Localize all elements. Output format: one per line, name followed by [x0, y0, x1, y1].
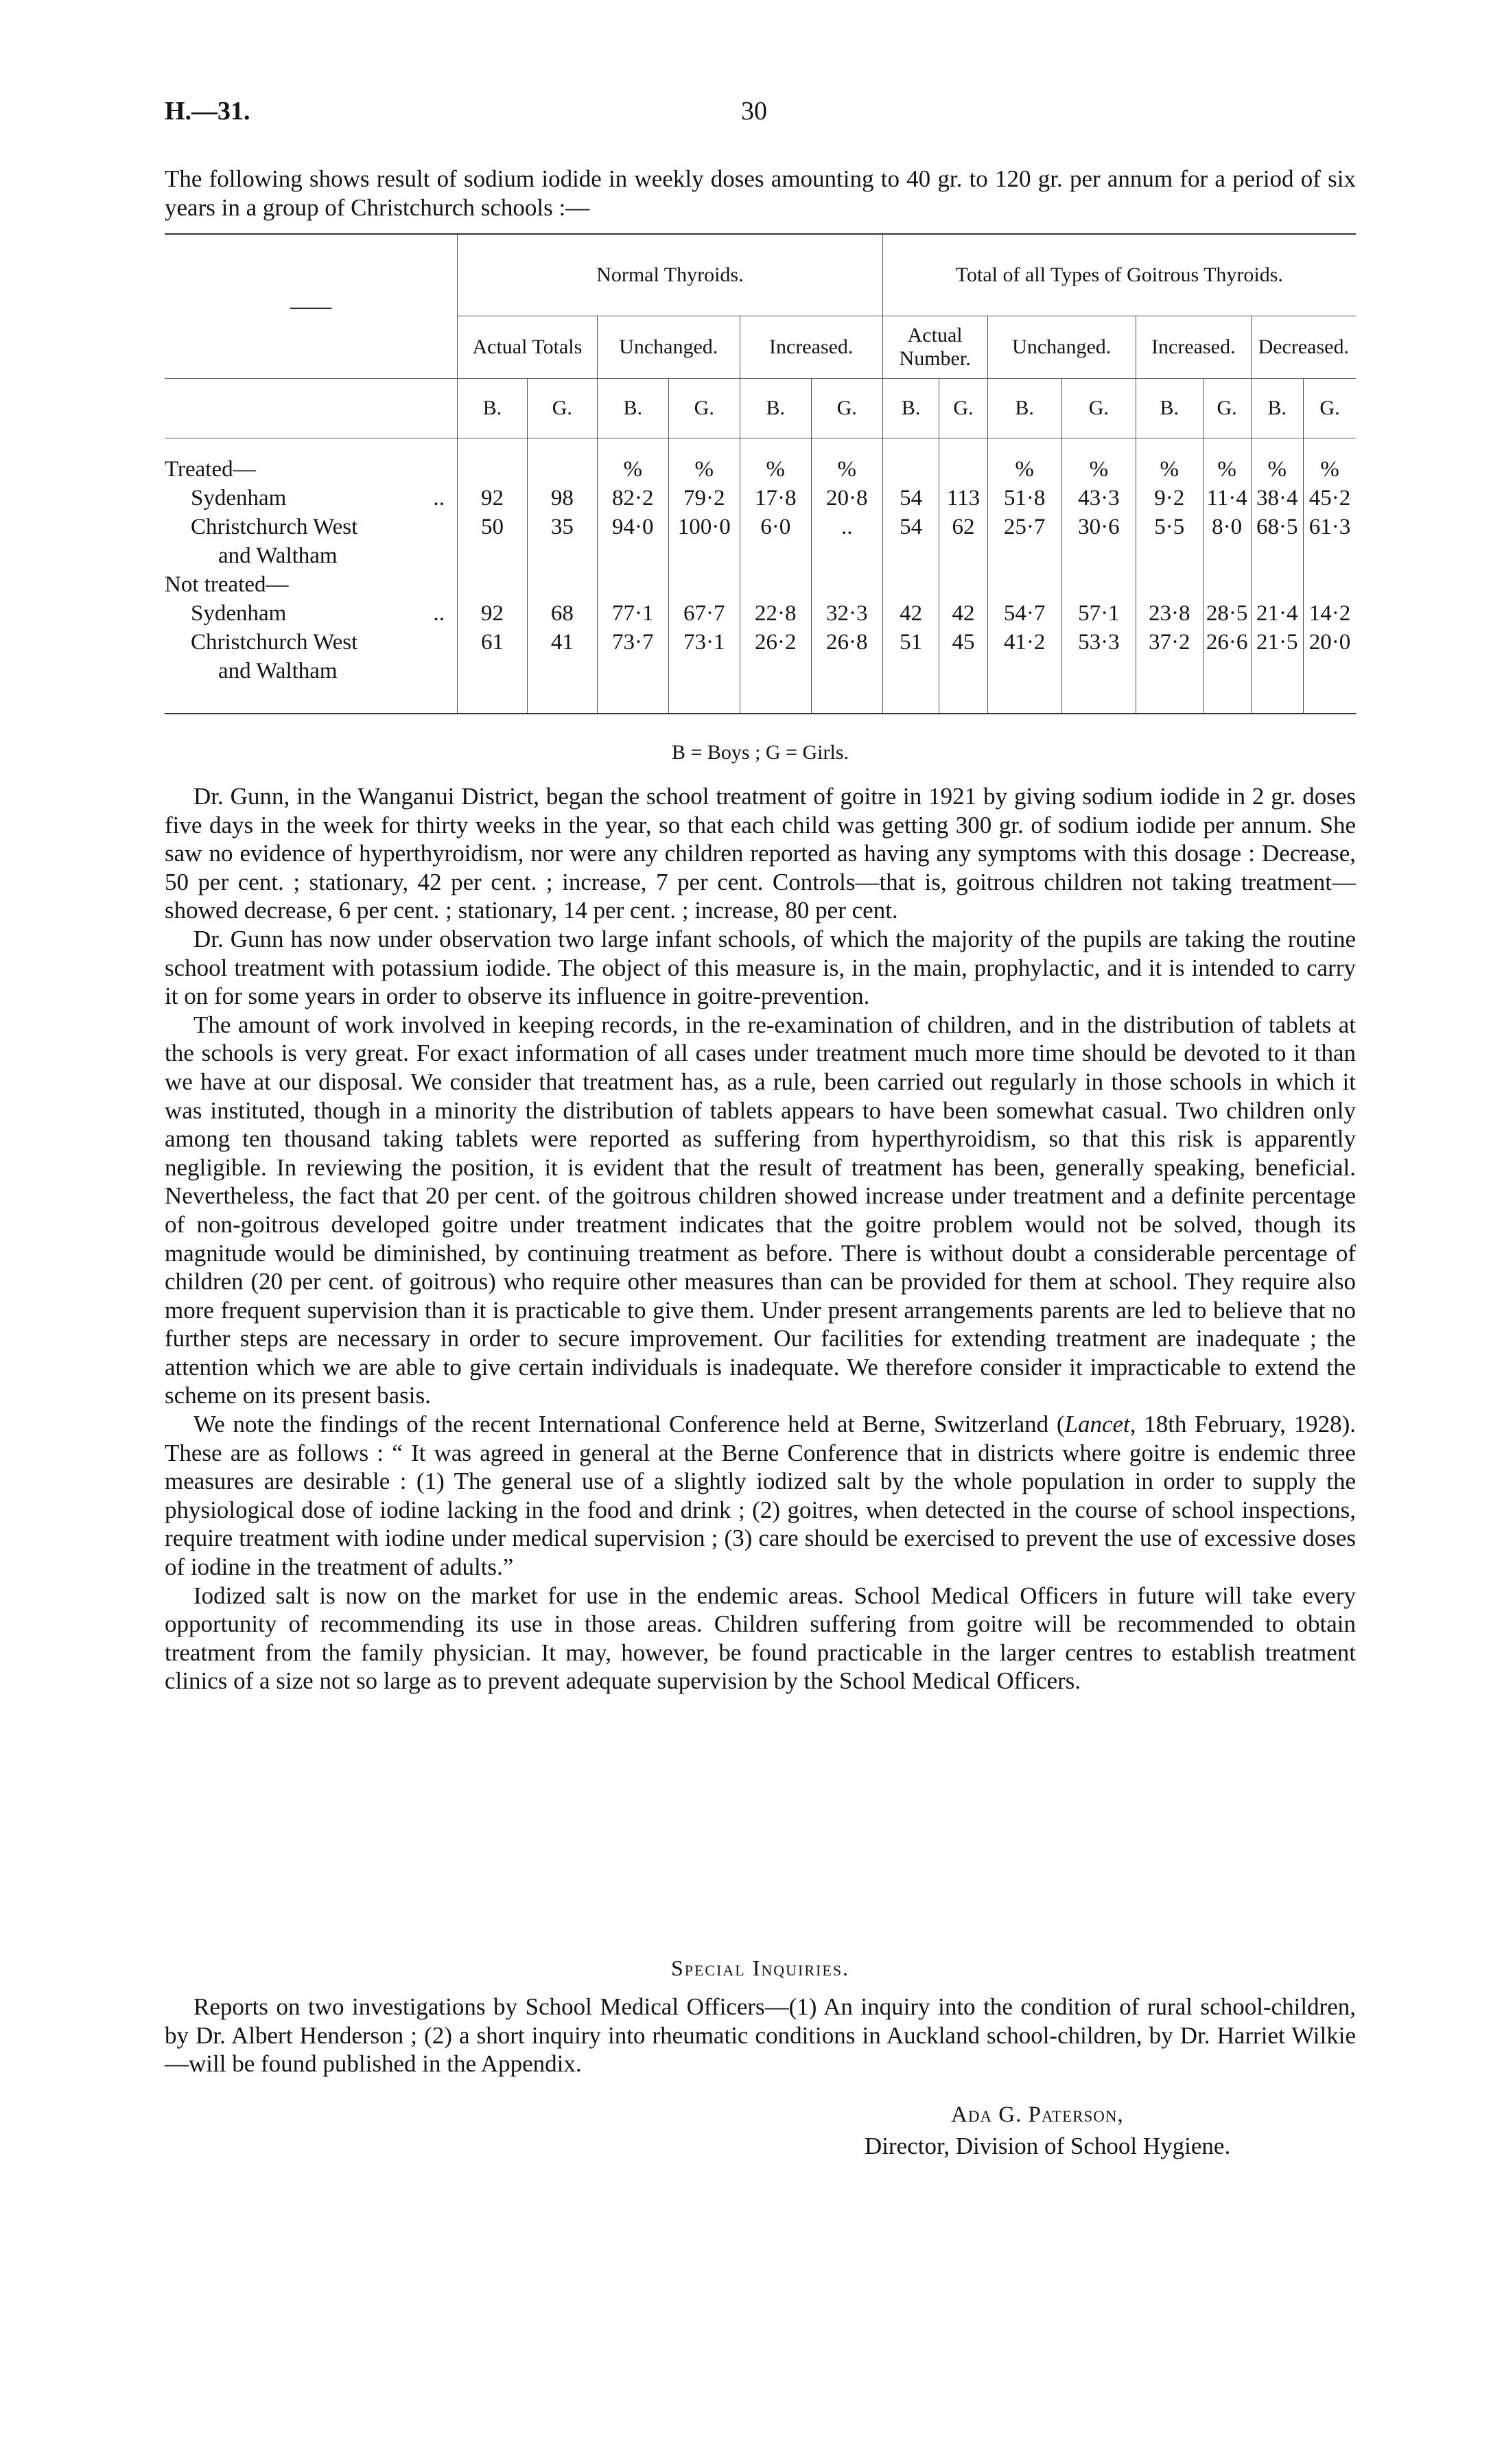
table-row: [165, 484, 1356, 513]
table-row: [165, 513, 1356, 541]
table-cell: 77·1: [597, 599, 668, 628]
table-row: [165, 599, 1356, 628]
header-boys: B.: [987, 379, 1061, 438]
percent-sign: %: [811, 455, 882, 484]
header-goitrous-unchanged: Unchanged.: [987, 316, 1136, 379]
table-legend: B = Boys ; G = Girls.: [671, 741, 849, 764]
header-girls: G.: [939, 379, 987, 438]
header-actual-totals: Actual Totals: [458, 316, 598, 379]
table-cell: 45·2: [1303, 484, 1356, 513]
row-label: Christchurch West: [191, 630, 358, 655]
header-boys: B.: [458, 379, 528, 438]
signature-title: Director, Division of School Hygiene.: [865, 2133, 1231, 2159]
header-girls: G.: [668, 379, 740, 438]
table-cell: 22·8: [740, 599, 811, 628]
table-cell: 94·0: [597, 513, 668, 541]
table-header-row-sex: [165, 379, 1356, 438]
header-goitrous-thyroids: Total of all Types of Goitrous Thyroids.: [882, 234, 1356, 316]
table-cell: 50: [458, 513, 528, 541]
table-cell: 8·0: [1203, 513, 1251, 541]
table-cell: 14·2: [1303, 599, 1356, 628]
table-cell: 35: [527, 513, 597, 541]
percent-sign: %: [668, 455, 740, 484]
journal-name: Lancet,: [1064, 1411, 1136, 1438]
table-cell: 98: [527, 484, 597, 513]
table-cell: 21·4: [1251, 599, 1303, 628]
table-cell: 21·5: [1251, 628, 1303, 657]
table-cell: 23·8: [1136, 599, 1203, 628]
table-cell: 51: [882, 628, 939, 657]
header-girls: G.: [527, 379, 597, 438]
table-cell: 42: [939, 599, 987, 628]
table-cell: 67·7: [668, 599, 740, 628]
header-goitrous-decreased: Decreased.: [1251, 316, 1356, 379]
table-bottom-row: [165, 685, 1356, 714]
table-cell: 100·0: [668, 513, 740, 541]
percent-sign: %: [987, 455, 1061, 484]
percent-sign: %: [1136, 455, 1203, 484]
table-cell: 42: [882, 599, 939, 628]
table-cell: 6·0: [740, 513, 811, 541]
paragraph-gunn-infant-schools: Dr. Gunn has now under observation two large infant schools, of which the majority of the pupils are taking the routine school treatment with potassium iodide. The object of this measure is, in the main, prophylactic, and it is intended to carry it on for some years in order to observe its influence in goitre-prevention.: [165, 925, 1356, 1010]
paragraph-work-involved: The amount of work involved in keeping records, in the re-examination of children, and in the distribution of tablets at the schools is very great. For exact information of all cases under treatment much more time should be devoted to it than we have at our disposal. We consider that treatment has, as a rule, been carried out regularly in those schools in which it was instituted, though in a minority the distribution of tablets appears to have been somewhat casual. Two children only among ten thousand taking tablets were reported as suffering from hyperthyroidism, so that this risk is apparently negligible. In reviewing the position, it is evident that the result of treatment has been, generally speaking, beneficial. Nevertheless, the fact that 20 per cent. of the goitrous children showed increase under treatment and a definite percentage of non-goitrous developed goitre under treatment indicates that the goitre problem would not be solved, though its magnitude would be diminished, by continuing treatment as before. There is without doubt a considerable percentage of children (20 per cent. of goitrous) who require other measures than can be provided for them at school. They require also more frequent supervision than it is practicable to give them. Under present arrangements parents are led to believe that no further steps are necessary in order to secure improvement. Our facilities for extending treatment are inadequate ; the attention which we are able to give certain individuals is inadequate. We therefore consider it impracticable to extend the scheme on its present basis.: [165, 1011, 1356, 1409]
table-cell: 57·1: [1061, 599, 1136, 628]
table-stub-header: ——: [165, 234, 458, 379]
header-boys: B.: [740, 379, 811, 438]
table-row-continuation: [165, 657, 1356, 685]
intro-paragraph: The following shows result of sodium iodide in weekly doses amounting to 40 gr. to 120 gr. per annum for a period of six years in a group of Christchurch schools :—: [165, 165, 1356, 221]
table-cell: 26·6: [1203, 628, 1251, 657]
table-cell: 73·1: [668, 628, 740, 657]
table-cell: 45: [939, 628, 987, 657]
table-cell: ..: [811, 513, 882, 541]
table-cell: 51·8: [987, 484, 1061, 513]
table-cell: 41·2: [987, 628, 1061, 657]
header-blank: [165, 379, 458, 438]
table-cell: 43·3: [1061, 484, 1136, 513]
paragraph-special-inquiries: Reports on two investigations by School Medical Officers—(1) An inquiry into the condition of rural school-children, by Dr. Albert Henderson ; (2) a short inquiry into rheumatic conditions in Auckland school-children, by Dr. Harriet Wilkie—will be found published in the Appendix.: [165, 1993, 1356, 2078]
document-code: H.—31.: [165, 97, 250, 126]
table-header-row-groups: [165, 234, 1356, 316]
table-cell: 26·8: [811, 628, 882, 657]
table-cell: 25·7: [987, 513, 1061, 541]
table-cell: 68: [527, 599, 597, 628]
table-row-continuation: [165, 541, 1356, 570]
header-boys: B.: [882, 379, 939, 438]
percent-sign: %: [740, 455, 811, 484]
header-girls: G.: [1061, 379, 1136, 438]
header-goitrous-increased: Increased.: [1136, 316, 1251, 379]
table-spacer-row: [165, 438, 1356, 456]
table-cell: 61·3: [1303, 513, 1356, 541]
row-label: Sydenham ..: [191, 601, 445, 626]
table-cell: 30·6: [1061, 513, 1136, 541]
table-cell: 92: [458, 599, 528, 628]
percent-sign: %: [1303, 455, 1356, 484]
header-girls: G.: [1303, 379, 1356, 438]
percent-sign: %: [1203, 455, 1251, 484]
table-cell: 82·2: [597, 484, 668, 513]
header-actual-number: Actual Number.: [882, 316, 987, 379]
paragraph-berne-conference: We note the findings of the recent International Conference held at Berne, Switzerland (Lancet, 18th February, 1928). These are as follows : “ It was agreed in general at the Berne Conference that in districts where goitre is endemic three measures are desirable : (1) The general use of a slightly iodized salt by the whole population in order to supply the physiological dose of iodine lacking in the food and drink ; (2) goitres, when detected in the course of school inspections, require treatment with iodine under medical supervision ; (3) care should be exercised to prevent the use of excessive doses of iodine in the treatment of adults.”: [165, 1411, 1357, 1581]
header-normal-unchanged: Unchanged.: [597, 316, 740, 379]
table-cell: 73·7: [597, 628, 668, 657]
table-cell: 20·8: [811, 484, 882, 513]
table-cell: 20·0: [1303, 628, 1356, 657]
table-cell: 5·5: [1136, 513, 1203, 541]
table-row-treated-label: [165, 455, 1356, 484]
percent-sign: %: [1251, 455, 1303, 484]
table-cell: 32·3: [811, 599, 882, 628]
percent-sign: %: [1061, 455, 1136, 484]
table-cell: 54·7: [987, 599, 1061, 628]
table-cell: 54: [882, 513, 939, 541]
table-cell: 113: [939, 484, 987, 513]
paragraph-iodized-salt: Iodized salt is now on the market for use in the endemic areas. School Medical Officers in future will take every opportunity of recommending its use in those areas. Children suffering from goitre will be recommended to obtain treatment from the family physician. It may, however, be found practicable in the larger centres to establish treatment clinics of a size not so large as to prevent adequate supervision by the School Medical Officers.: [165, 1582, 1356, 1695]
header-boys: B.: [597, 379, 668, 438]
row-label-continuation: and Waltham: [218, 543, 338, 568]
table-cell: 61: [458, 628, 528, 657]
header-boys: B.: [1251, 379, 1303, 438]
results-table-wrapper: [165, 233, 1356, 714]
header-normal-thyroids: Normal Thyroids.: [458, 234, 883, 316]
table-cell: 28·5: [1203, 599, 1251, 628]
table-cell: 79·2: [668, 484, 740, 513]
section-label-treated: Treated—: [165, 457, 256, 482]
header-normal-increased: Increased.: [740, 316, 882, 379]
header-girls: G.: [811, 379, 882, 438]
table-cell: 37·2: [1136, 628, 1203, 657]
table-cell: 11·4: [1203, 484, 1251, 513]
table-cell: 68·5: [1251, 513, 1303, 541]
percent-sign: %: [597, 455, 668, 484]
paragraph-gunn-wanganui: Dr. Gunn, in the Wanganui District, began the school treatment of goitre in 1921 by giving sodium iodide in 2 gr. doses five days in the week for thirty weeks in the year, so that each child was getting 300 gr. of sodium iodide per annum. She saw no evidence of hyperthyroidism, nor were any children reported as having any symptoms with this dosage : Decrease, 50 per cent. ; stationary, 42 per cent. ; increase, 7 per cent. Controls—that is, goitrous children not taking treatment—showed decrease, 6 per cent. ; stationary, 14 per cent. ; increase, 80 per cent.: [165, 783, 1356, 924]
section-label-not-treated: Not treated—: [165, 572, 289, 597]
table-row-not-treated-label: [165, 570, 1356, 599]
table-cell: 54: [882, 484, 939, 513]
page-number: 30: [741, 97, 767, 126]
table-cell: 17·8: [740, 484, 811, 513]
header-boys: B.: [1136, 379, 1203, 438]
results-table: [165, 233, 1356, 714]
table-cell: 92: [458, 484, 528, 513]
table-cell: 62: [939, 513, 987, 541]
table-row: [165, 628, 1356, 657]
table-cell: 38·4: [1251, 484, 1303, 513]
row-label: Sydenham ..: [191, 486, 445, 511]
row-label-continuation: and Waltham: [218, 659, 338, 683]
row-label: Christchurch West: [191, 515, 358, 539]
header-girls: G.: [1203, 379, 1251, 438]
table-cell: 53·3: [1061, 628, 1136, 657]
table-cell: 26·2: [740, 628, 811, 657]
body-text: [165, 782, 1356, 1696]
signature-name: Ada G. Paterson,: [951, 2102, 1124, 2127]
table-cell: 41: [527, 628, 597, 657]
table-cell: 9·2: [1136, 484, 1203, 513]
section-heading-special-inquiries: Special Inquiries.: [670, 1956, 850, 1980]
